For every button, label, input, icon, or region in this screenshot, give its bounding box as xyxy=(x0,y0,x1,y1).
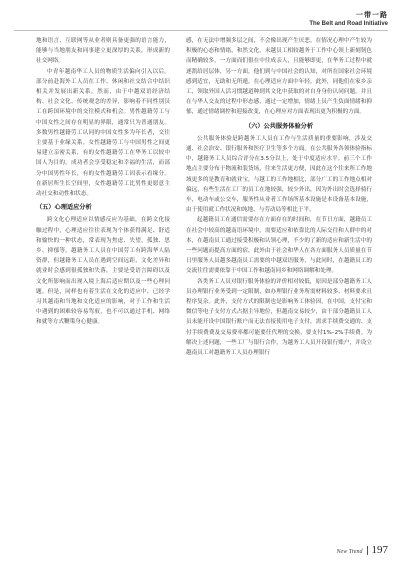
page-number: 197 xyxy=(371,544,388,556)
footer-divider xyxy=(367,546,368,555)
section-heading-public-service: （六）公共服务体验分析 xyxy=(244,122,314,130)
page-footer xyxy=(337,544,388,556)
body-paragraph: 跨文化心理适应以情感反应为基础，在跨文化接触过程中，心理适应往往表现为个体获得满足、舒适和愉快的一种状态，常表现为焦虑、失望、孤独、思乡、抑郁等。越籍务工人员在中国劳工有跨海华人陆资群，但越籍务工人员在遇到空间远距、文化差异和就业时会感到很孤独和失落，主要是受语言障碍以及文化所影响而出现入境上海后适应期以及一些心理问题。但是，同样也有着生活在文化的适应中，已经学习其越南和当地和文化适应的影响，对于工作和生活中遇到的困难较容易驾驭，也不可以通过手机、网络和就等方式鞭策身心健康。 xyxy=(36,217,170,326)
body-paragraph: 地和语言、互联网等从业者则具备更强的语言能力，能够与当地朋友和同事建立更深厚的关系，形成新的社交网络。 xyxy=(36,38,170,65)
header-title-cn: 一带一路 xyxy=(356,11,388,19)
header-title-en: The Belt and Road Initiative xyxy=(309,21,388,27)
body-paragraph: 起越籍员工在通信需要存在方面存在的时间和，在节日方面，越籍员工在社会中较高的越南语环境中，需要适应和依靠比的人际交往和人群中的对本，在越南员工通过接受积极和认领心理，不少的了新的适应和新生活中的一些问题而提高方面的宿，此外由于社会和华人在各方面服务人员质量在节日里服务人员越多越南员工需要的中越双语服务，与此同时，在越籍员工的交流往往需要依靠于中国工作和越南同乡和网络调解和处理。 xyxy=(186,217,372,275)
body-paragraph: 中青年越南华工人员的物质生活偏向引入以后。部分前赴海外工人员在工作、休闲和社交结合中结识相关并发展出新关系。然而，由于中越双语经济结构、社会文化、传统观念的差异，影响着不同性别员工在跨国环境中的交往模式和机会。男性越籍劳工与中国女性之间存在明显的界限，通常只为普通朋友。多数男性越籍劳工认同的中国女性多为年长者，交往主要基于业缘关系。女性越籍劳工与中国男性之间更易建立亲密关系，有的女性越籍劳工在华务工以较中国人为目的，成功者会享受稳定和幸福的生活，而部分中国男性年长，有的女性越籍劳工因表示看缘分。在新居所生长空间里，女性越籍劳工比男性更愿意主动社交和动性和状态。 xyxy=(36,68,170,198)
body-paragraph: 感，在无法中增频多层之间，不会像出现产生厌恶。在情况心理中产生较为积极的心态和情绪，和然文化，未越员工相较越务于工作中心领上新刻韧色而精确较多，一方面而们很在中往成亲人，且能够即更，在华务工过程中就逐凯给居层体，另一方面，他们到与中国社会的认知，对所在国家社会环境感到适宜，无助和无所遁，在心理适应方面中年轻，此外，同他们在家乡亲工，领取外国人活习惯越道种到其文化中获取的对自身身份认同问题，并且在与华人交友的过程中形态感，通过一定增加，情绪上员产生负面情绪和抑郁，通过情绪调控和迎接改变，在心理应对方面表现出更为积极的方面。 xyxy=(186,38,372,116)
body-paragraph: 公共服务体验是跨越务工人员在工作与生活质量的重要影响，涉及交通、社会治安、银行服务和医疗卫生等多个方面。在公共服务各领体验指标中，越籍务工人员综合评分在3.5分以上，处于中度适应水平。前三个工作地点主要分布于物流和装货场，往来生活更方便，因此在这个往来所工作地域更多的是教育和就业宝，与越工的工作地相比，部分广工的工作地点相对偏远，有些生活在工厂的员工在地较强，较少外出，因为外出时会选择骑行车，电动车或公交车，服务性从业者工作场所基本设施是本设备基本设施，由于使用就工作状况和纯地、与劳动局等相比于平。 xyxy=(186,135,372,214)
body-paragraph: 各类务工人员对银行服务体验的评价相对较低，原因是部分越籍务工人员办理银行业务受到一定限制，如办理银行业务所需材料较多、材料要求且程序复杂。此外，支付方式的限制也是影响务工体验因，在中国，支付宝和微信等电子支付方式占据主导地位，但越南交易较少，由于部分越籍员工人员未能开设中国银行账户而无法直接使用电子支付，需求手续费交通的、支付手续费费及交易费率都可能要任代理的交换，要支付1%–2%手续费。为解决上述问题，一些工厂与银行合作，为越务工人员开设银行账户，并设立越南员工对越籍务工人员办理银行 xyxy=(186,278,372,357)
magazine-name: New Trend xyxy=(336,549,363,555)
header-divider xyxy=(14,30,388,31)
section-heading-psychological: （五）心理适应分析 xyxy=(36,204,92,212)
left-column xyxy=(36,36,170,328)
right-column xyxy=(186,36,372,358)
running-header xyxy=(309,10,388,27)
